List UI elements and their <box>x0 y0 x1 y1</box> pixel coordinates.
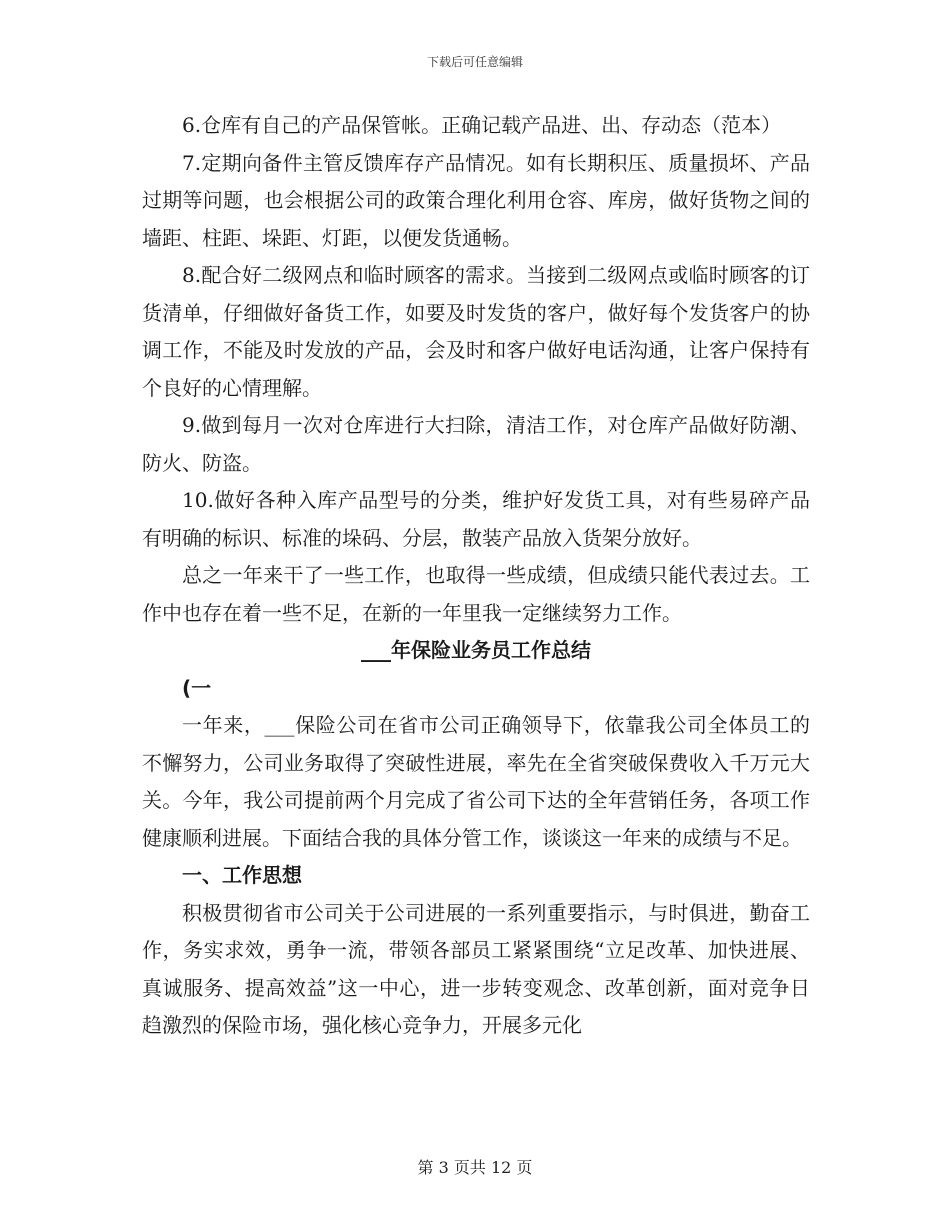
paragraph-item-10: 10.做好各种入库产品型号的分类，维护好发货工具，对有些易碎产品有明确的标识、标准的垛码、分层，散装产品放入货架分放好。 <box>142 488 810 550</box>
page-footer: 第 3 页共 12 页 <box>417 1158 533 1177</box>
paragraph-item-9: 9.做到每月一次对仓库进行大扫除，清洁工作，对仓库产品做好防潮、防火、防盗。 <box>142 413 810 475</box>
heading-work-thinking: 一、工作思想 <box>182 863 302 887</box>
paragraph-item-6: 6.仓库有自己的产品保管帐。正确记载产品进、出、存动态（范本） <box>182 113 782 137</box>
paragraph-item-7: 7.定期向备件主管反馈库存产品情况。如有长期积压、质量损坏、产品过期等问题，也会根据公司的政策合理化利用仓容、库房，做好货物之间的墙距、柱距、垛距、灯距，以便发货通畅。 <box>142 150 810 250</box>
intro-paragraph: 一年来，___保险公司在省市公司正确领导下，依靠我公司全体员工的不懈努力，公司业务取得了突破性进展，率先在全省突破保费收入千万元大关。今年，我公司提前两个月完成了省公司下达的全年营销任务，各项工作健康顺利进展。下面结合我的具体分管工作，谈谈这一年来的成绩与不足。 <box>142 713 810 850</box>
paragraph-item-8: 8.配合好二级网点和临时顾客的需求。当接到二级网点或临时顾客的订货清单，仔细做好备货工作，如要及时发货的客户，做好每个发货客户的协调工作，不能及时发放的产品，会及时和客户做好电话沟通，让客户保持有个良好的心情理解。 <box>142 263 810 400</box>
section-title: ___年保险业务员工作总结 <box>361 638 591 662</box>
document-body <box>142 107 810 1045</box>
paragraph-summary: 总之一年来干了一些工作，也取得一些成绩，但成绩只能代表过去。工作中也存在着一些不足，在新的一年里我一定继续努力工作。 <box>142 563 810 625</box>
page-header: 下载后可任意编辑 <box>426 55 523 69</box>
subsection-marker: (一 <box>182 675 212 700</box>
work-thinking-paragraph: 积极贯彻省市公司关于公司进展的一系列重要指示，与时俱进，勤奋工作，务实求效，勇争一流，带领各部员工紧紧围绕“立足改革、加快进展、真诚服务、提高效益”这一中心，进一步转变观念、改革创新，面对竞争日趋激烈的保险市场，强化核心竞争力，开展多元化 <box>142 900 810 1037</box>
